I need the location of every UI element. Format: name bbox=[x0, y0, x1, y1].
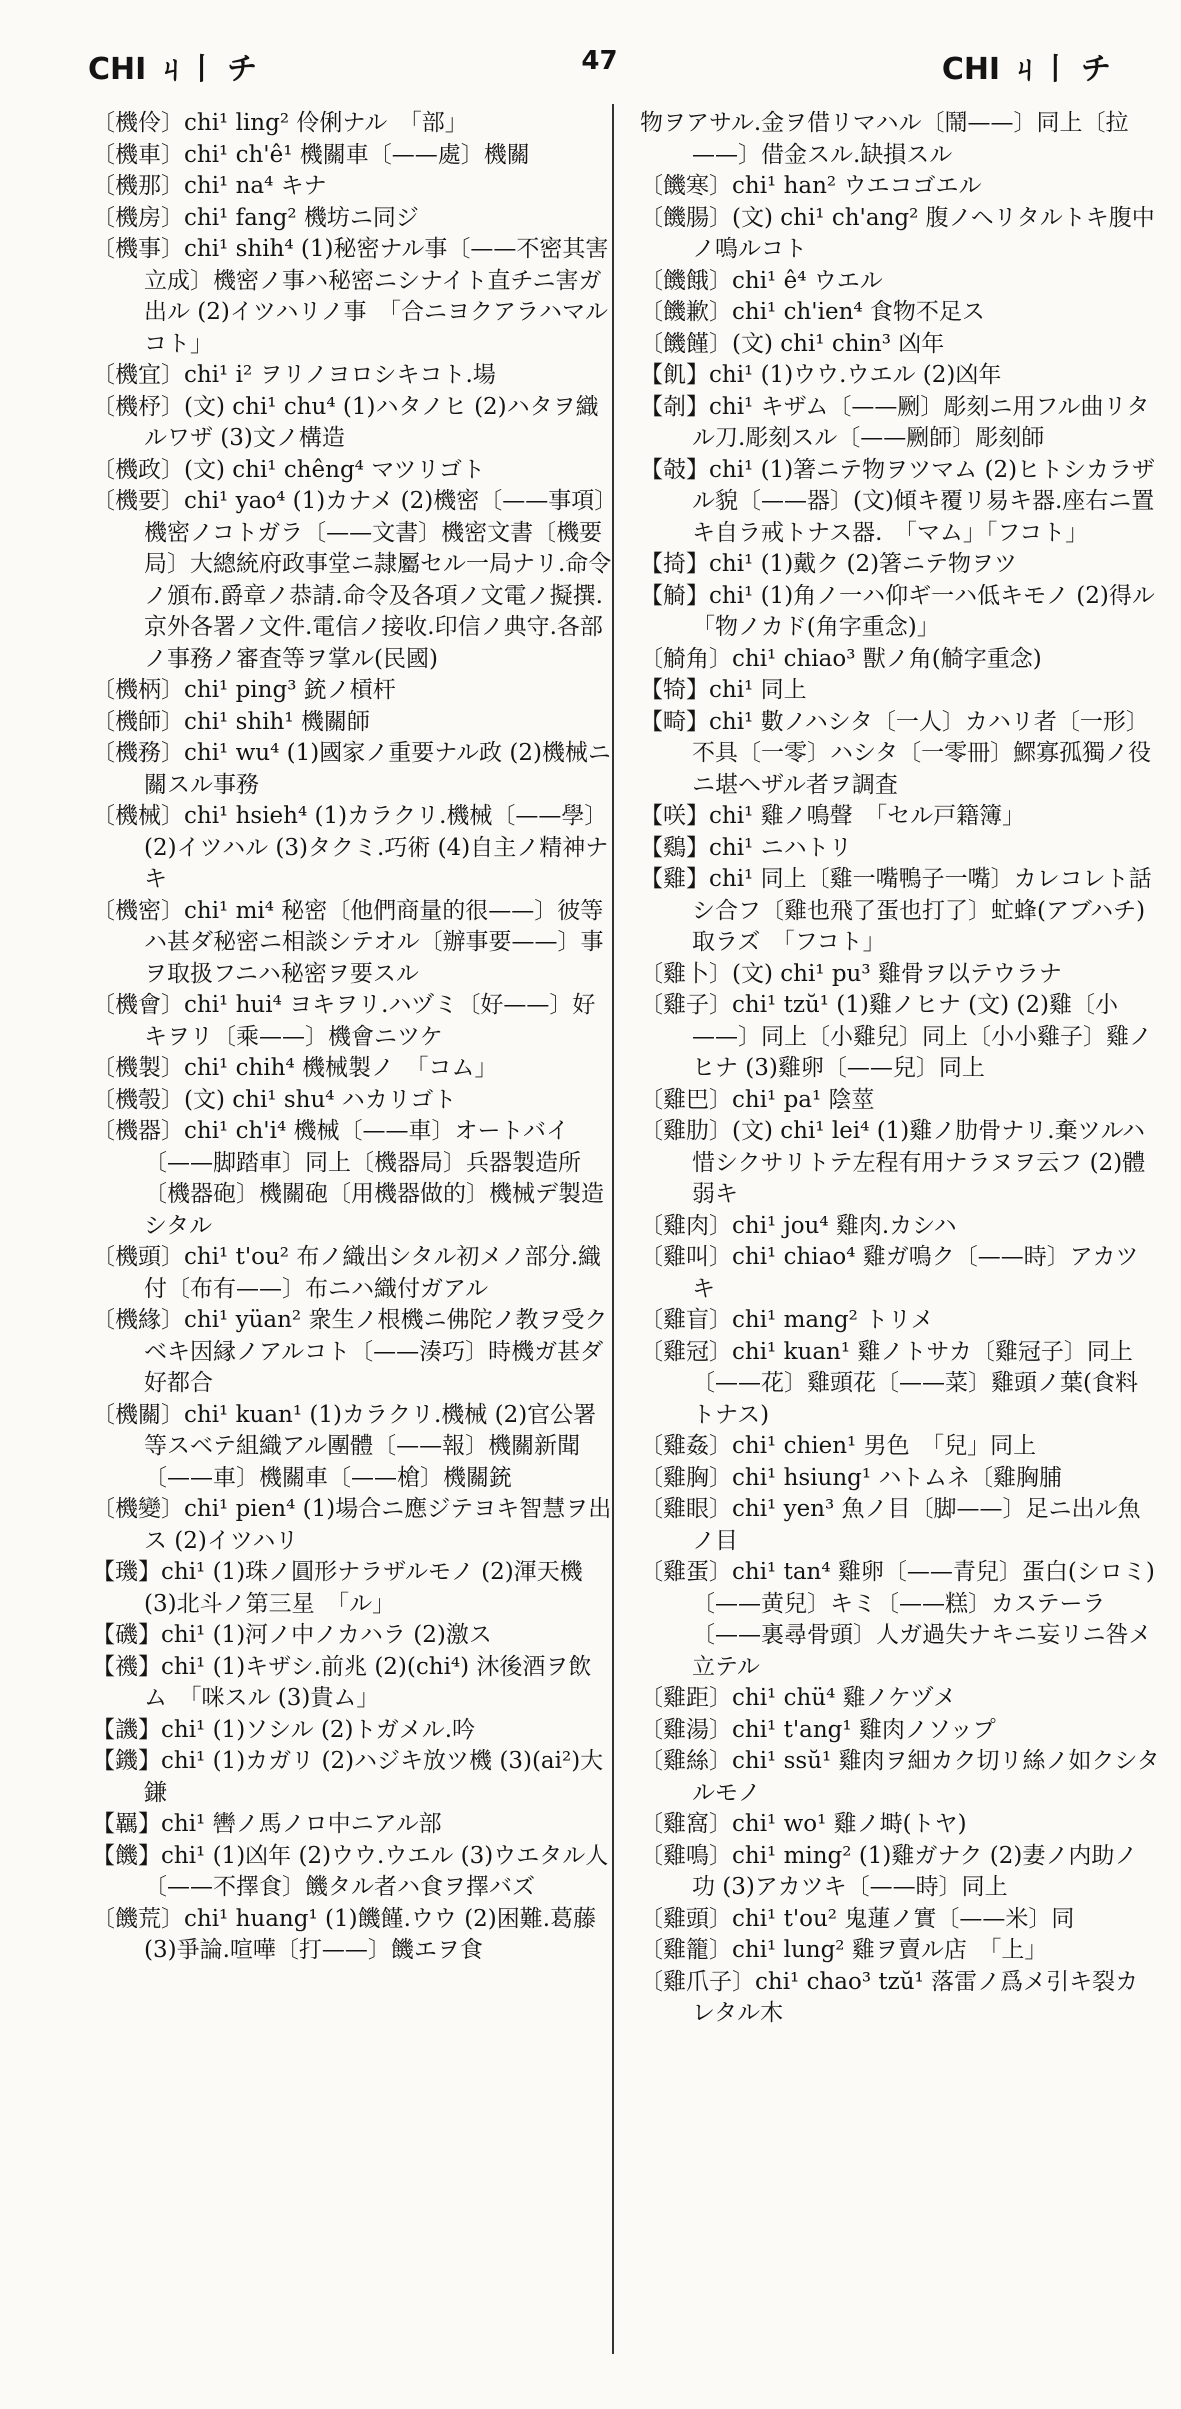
dictionary-entry: 【璣】chi¹ (1)珠ノ圓形ナラザルモノ (2)渾天機 (3)北斗ノ第三星 「ル」 bbox=[92, 1559, 590, 1617]
dictionary-entry: 〔饑餓〕chi¹ ê⁴ ウエル bbox=[640, 267, 883, 294]
dictionary-entry: 【飢】chi¹ (1)ウウ.ウエル (2)凶年 bbox=[640, 362, 1002, 388]
dictionary-entry: 〔饑荒〕chi¹ huang¹ (1)饑饉.ウウ (2)困難.葛藤 (3)爭論.喧嘩〔打——〕饑エヲ食 bbox=[92, 1905, 604, 1963]
dictionary-entry: 〔機柄〕chi¹ ping³ 銃ノ槓杆 bbox=[92, 677, 396, 703]
dictionary-entry: 〔機頭〕chi¹ t'ou² 布ノ織出シタル初メノ部分.織付〔布有——〕布ニハ織付ガアル bbox=[92, 1244, 602, 1302]
dictionary-entry: 〔雞盲〕chi¹ mang² トリメ bbox=[640, 1307, 934, 1333]
dictionary-entry: 〔雞鳴〕chi¹ ming² (1)雞ガナク (2)妻ノ内助ノ功 (3)アカツキ〔——時〕同上 bbox=[640, 1842, 1138, 1900]
dictionary-entry: 【掎】chi¹ (1)戴ク (2)箸ニテ物ヲツ bbox=[640, 551, 1018, 577]
dictionary-entry: 〔機會〕chi¹ hui⁴ ヨキヲリ.ハヅミ〔好——〕好キヲリ〔乘——〕機會ニツケ bbox=[92, 992, 596, 1050]
dictionary-entry: 〔雞蛋〕chi¹ tan⁴ 雞卵〔——青兒〕蛋白(シロミ)〔——黄兒〕キミ〔——糕〕カステーラ〔——裏尋骨頭〕人ガ過失ナキニ妄リニ咎メ立テル bbox=[640, 1559, 1155, 1680]
dictionary-entry: 物ヲアサル.金ヲ借リマハル〔鬧——〕同上〔拉——〕借金スル.缺損スル bbox=[640, 110, 1129, 168]
dictionary-entry: 〔饑腸〕(文) chi¹ ch'ang² 腹ノヘリタルトキ腹中ノ鳴ルコト bbox=[640, 204, 1155, 262]
dictionary-entry: 〔雞冠〕chi¹ kuan¹ 雞ノトサカ〔雞冠子〕同上〔——花〕雞頭花〔——菜〕雞頭ノ葉(食料トナス) bbox=[640, 1338, 1138, 1428]
running-header bbox=[88, 44, 1111, 87]
dictionary-entry: 【鐖】chi¹ (1)カガリ (2)ハジキ放ツ機 (3)(ai²)大鎌 bbox=[92, 1748, 604, 1806]
dictionary-entry: 〔雞巴〕chi¹ pa¹ 陰莖 bbox=[640, 1086, 875, 1113]
dictionary-entry: 〔機製〕chi¹ chih⁴ 機械製ノ 「コム」 bbox=[92, 1055, 498, 1081]
dictionary-entry: 〔機師〕chi¹ shih¹ 機關師 bbox=[92, 708, 370, 735]
dictionary-entry: 【譏】chi¹ (1)ソシル (2)トガメル.吟 bbox=[92, 1716, 476, 1743]
dictionary-entry: 〔雞胸〕chi¹ hsiung¹ ハトムネ〔雞胸脯 bbox=[640, 1464, 1062, 1491]
dictionary-entry: 〔雞絲〕chi¹ ssŭ¹ 雞肉ヲ細カク切リ絲ノ如クシタルモノ bbox=[640, 1748, 1160, 1806]
left-column bbox=[92, 108, 612, 1967]
dictionary-entry: 【咲】chi¹ 雞ノ鳴聲 「セル戸籍簿」 bbox=[640, 803, 1026, 829]
dictionary-entry: 〔雞籠〕chi¹ lung² 雞ヲ賣ル店 「上」 bbox=[640, 1937, 1048, 1963]
dictionary-entry: 〔機要〕chi¹ yao⁴ (1)カナメ (2)機密〔——事項〕機密ノコトガラ〔——文書〕機密文書〔機要局〕大總統府政事堂ニ隷屬セル一局ナリ.命令ノ頒布.爵章ノ恭請.命令及各項ノ文電ノ擬撰.京外各署ノ文件.電信ノ接收.印信ノ典守.各部ノ事務ノ審査等ヲ掌ル(民國) bbox=[92, 488, 612, 672]
dictionary-entry: 【磯】chi¹ (1)河ノ中ノカハラ (2)激ス bbox=[92, 1622, 492, 1648]
dictionary-entry: 〔雞肉〕chi¹ jou⁴ 雞肉.カシハ bbox=[640, 1212, 957, 1239]
dictionary-entry: 〔雞窩〕chi¹ wo¹ 雞ノ塒(トヤ) bbox=[640, 1811, 967, 1837]
dictionary-entry: 〔雞叫〕chi¹ chiao⁴ 雞ガ鳴ク〔——時〕アカツキ bbox=[640, 1244, 1139, 1302]
dictionary-entry: 〔雞姦〕chi¹ chien¹ 男色 「兒」同上 bbox=[640, 1433, 1037, 1459]
dictionary-entry: 〔機伶〕chi¹ ling² 伶俐ナル 「部」 bbox=[92, 110, 468, 136]
dictionary-entry: 〔機彀〕(文) chi¹ shu⁴ ハカリゴト bbox=[92, 1086, 457, 1113]
dictionary-entry: 〔機事〕chi¹ shih⁴ (1)秘密ナル事〔——不密其害立成〕機密ノ事ハ秘密ニシナイト直チニ害ガ出ル (2)イツハリノ事 「合ニヨクアラハマルコト」 bbox=[92, 236, 609, 357]
page-number: 47 bbox=[581, 46, 618, 76]
dictionary-entry: 〔觭角〕chi¹ chiao³ 獸ノ角(觭字重念) bbox=[640, 645, 1042, 672]
header-right-guide: CHI ㄐ丨 チ bbox=[941, 52, 1111, 87]
dictionary-entry: 〔機器〕chi¹ ch'i⁴ 機械〔——車〕オートバイ〔——脚踏車〕同上〔機器局〕兵器製造所〔機器砲〕機關砲〔用機器做的〕機械デ製造シタル bbox=[92, 1118, 604, 1239]
dictionary-entry: 〔機緣〕chi¹ yüan² 衆生ノ根機ニ佛陀ノ教ヲ受クベキ因縁ノアルコト〔——湊巧〕時機ガ甚ダ好都合 bbox=[92, 1307, 608, 1396]
dictionary-entry: 【羈】chi¹ 轡ノ馬ノロ中ニアル部 bbox=[92, 1811, 442, 1837]
dictionary-entry: 〔饑寒〕chi¹ han² ウエコゴエル bbox=[640, 173, 982, 199]
dictionary-entry: 〔機關〕chi¹ kuan¹ (1)カラクリ.機械 (2)官公署等スベテ組織アル團體〔——報〕機關新聞〔——車〕機關車〔——槍〕機關銃 bbox=[92, 1401, 597, 1491]
dictionary-entry: 〔機務〕chi¹ wu⁴ (1)國家ノ重要ナル政 (2)機械ニ關スル事務 bbox=[92, 740, 611, 798]
dictionary-entry: 〔機變〕chi¹ pien⁴ (1)場合ニ應ジテヨキ智慧ヲ出ス (2)イツハリ bbox=[92, 1496, 612, 1554]
dictionary-entry: 〔機械〕chi¹ hsieh⁴ (1)カラクリ.機械〔——學〕(2)イツハル (3)タクミ.巧術 (4)自主ノ精神ナキ bbox=[92, 803, 609, 892]
right-column bbox=[640, 108, 1178, 2030]
dictionary-entry: 〔機宜〕chi¹ i² ヲリノヨロシキコト.場 bbox=[92, 362, 496, 388]
dictionary-entry: 〔雞頭〕chi¹ t'ou² 鬼蓮ノ實〔——米〕同 bbox=[640, 1905, 1075, 1932]
dictionary-entry: 【畸】chi¹ 數ノハシタ〔一人〕カハリ者〔一形〕不具〔一零〕ハシタ〔一零冊〕鰥寡孤獨ノ役ニ堪ヘザル者ヲ調査 bbox=[640, 708, 1152, 798]
dictionary-entry: 〔機杼〕(文) chi¹ chu⁴ (1)ハタノヒ (2)ハタヲ織ルワザ (3)文ノ構造 bbox=[92, 393, 599, 451]
dictionary-entry: 【攲】chi¹ (1)箸ニテ物ヲツマム (2)ヒトシカラザル貌〔——器〕(文)傾キ覆リ易キ器.座右ニ置キ自ラ戒トナス器. 「マム」「フコト」 bbox=[640, 456, 1156, 546]
dictionary-entry: 〔雞眼〕chi¹ yen³ 魚ノ目〔脚——〕足ニ出ル魚ノ目 bbox=[640, 1496, 1141, 1554]
dictionary-entry: 〔機那〕chi¹ na⁴ キナ bbox=[92, 173, 327, 199]
dictionary-entry: 【觭】chi¹ (1)角ノ一ハ仰ギ一ハ低キモノ (2)得ル 「物ノカド(角字重念)」 bbox=[640, 582, 1178, 640]
dictionary-entry: 〔雞湯〕chi¹ t'ang¹ 雞肉ノソップ bbox=[640, 1716, 996, 1743]
dictionary-entry: 【鷄】chi¹ ニハトリ bbox=[640, 834, 853, 861]
dictionary-entry: 〔雞子〕chi¹ tzŭ¹ (1)雞ノヒナ (文) (2)雞〔小——〕同上〔小雞兒〕同上〔小小雞子〕雞ノヒナ (3)雞卵〔——兒〕同上 bbox=[640, 992, 1152, 1081]
dictionary-entry: 〔雞爪子〕chi¹ chao³ tzŭ¹ 落雷ノ爲メ引キ裂カレタル木 bbox=[640, 1968, 1139, 2026]
header-left-guide: CHI ㄐ丨 チ bbox=[88, 52, 258, 87]
dictionary-entry: 〔饑饉〕(文) chi¹ chin³ 凶年 bbox=[640, 330, 945, 357]
dictionary-entry: 【饑】chi¹ (1)凶年 (2)ウウ.ウエル (3)ウエタル人〔——不擇食〕饑タル者ハ食ヲ擇バズ bbox=[92, 1842, 609, 1900]
dictionary-entry: 〔機政〕(文) chi¹ chêng⁴ マツリゴト bbox=[92, 456, 486, 483]
dictionary-entry: 〔雞距〕chi¹ chü⁴ 雞ノケヅメ bbox=[640, 1685, 957, 1711]
dictionary-entry: 〔饑歉〕chi¹ ch'ien⁴ 食物不足ス bbox=[640, 299, 985, 325]
dictionary-entry: 【雞】chi¹ 同上〔雞一嘴鴨子一嘴〕カレコレト話シ合フ〔雞也飛了蛋也打了〕虻蜂(アブハチ)取ラズ 「フコト」 bbox=[640, 866, 1152, 955]
dictionary-entry: 【禨】chi¹ (1)キザシ.前兆 (2)(chi⁴) 沐後酒ヲ飲ム 「咪スル (3)貴ム」 bbox=[92, 1653, 592, 1711]
dictionary-entry: 〔機房〕chi¹ fang² 機坊ニ同ジ bbox=[92, 204, 419, 231]
dictionary-entry: 〔雞肋〕(文) chi¹ lei⁴ (1)雞ノ肋骨ナリ.棄ツルハ惜シクサリトテ左程有用ナラヌヲ云フ (2)體弱キ bbox=[640, 1118, 1146, 1207]
dictionary-entry: 【剞】chi¹ キザム〔——劂〕彫刻ニ用フル曲リタル刀.彫刻スル〔——劂師〕彫刻師 bbox=[640, 393, 1150, 451]
column-divider bbox=[612, 104, 614, 2354]
dictionary-entry: 【犄】chi¹ 同上 bbox=[640, 677, 807, 703]
dictionary-entry: 〔機車〕chi¹ ch'ê¹ 機關車〔——處〕機關 bbox=[92, 141, 530, 168]
dictionary-entry: 〔機密〕chi¹ mi⁴ 秘密〔他們商量的很——〕彼等ハ甚ダ秘密ニ相談シテオル〔辦事要——〕事ヲ取扱フニハ秘密ヲ要スル bbox=[92, 897, 604, 987]
dictionary-entry: 〔雞卜〕(文) chi¹ pu³ 雞骨ヲ以テウラナ bbox=[640, 960, 1062, 987]
